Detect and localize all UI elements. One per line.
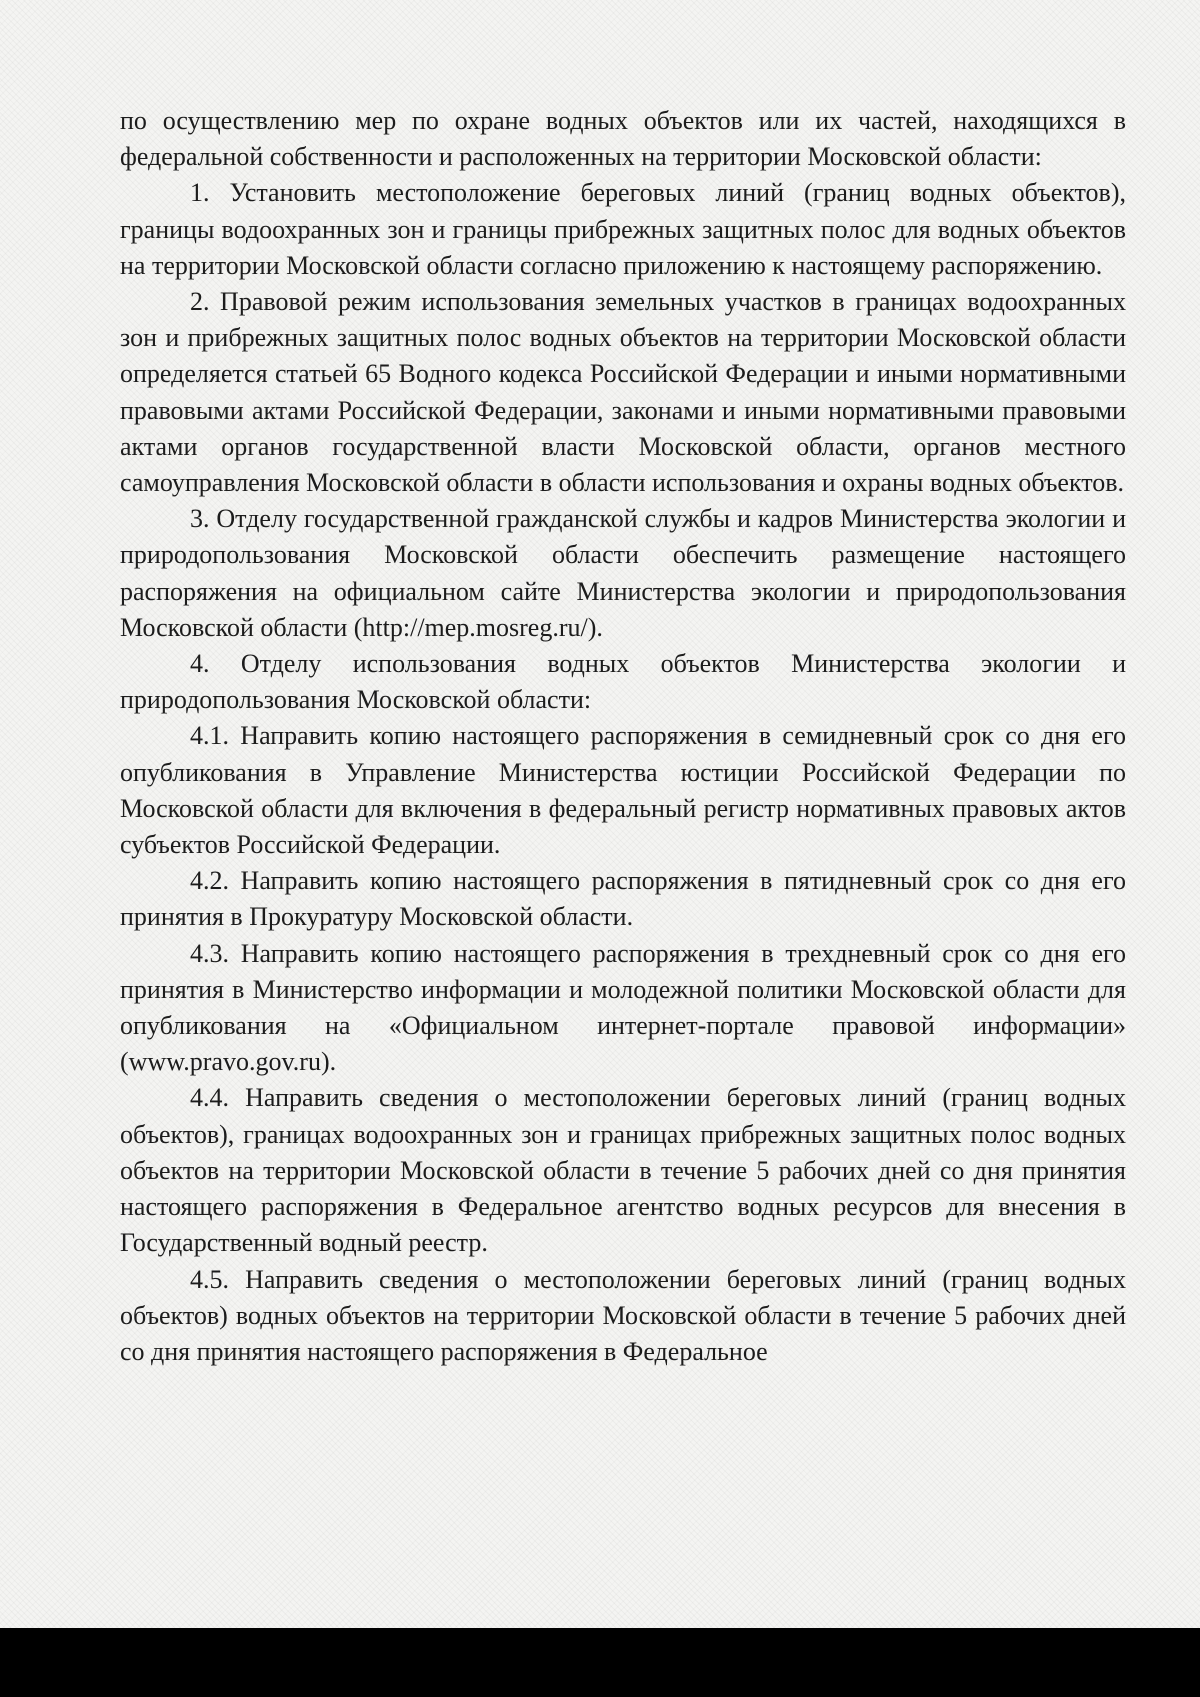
paragraph-item-4-2: 4.2. Направить копию настоящего распоряжения в пятидневный срок со дня его принятия в Прокуратуру Московской области. (120, 866, 1126, 932)
scan-bottom-edge (0, 1628, 1200, 1697)
paragraph-item-4-5: 4.5. Направить сведения о местоположении береговых линий (границ водных объектов) водных объектов на территории Московской области в течение 5 рабочих дней со дня принятия настоящего распоряжения в Федеральное (120, 1264, 1126, 1366)
paragraph-item-3: 3. Отделу государственной гражданской службы и кадров Министерства экологии и природопользования Московской области обеспечить размещение настоящего распоряжения на официальном сайте Министерства экологии и природопользования Московской области (http://mep.mosreg.ru/). (120, 504, 1126, 642)
document-body (120, 103, 1126, 1370)
paragraph-item-4: 4. Отделу использования водных объектов Министерства экологии и природопользования Московской области: (120, 649, 1126, 715)
paragraph-intro-continuation: по осуществлению мер по охране водных объектов или их частей, находящихся в федеральной собственности и расположенных на территории Московской области: (120, 106, 1126, 172)
paragraph-item-2: 2. Правовой режим использования земельных участков в границах водоохранных зон и прибрежных защитных полос водных объектов на территории Московской области определяется статьей 65 Водного кодекса Российской Федерации и иными нормативными правовыми актами Российской Федерации, законами и иными нормативными правовыми актами органов государственной власти Московской области, органов местного самоуправления Московской области в области использования и охраны водных объектов. (120, 287, 1126, 498)
paragraph-item-4-3: 4.3. Направить копию настоящего распоряжения в трехдневный срок со дня его принятия в Министерство информации и молодежной политики Московской области для опубликования на «Официальном интернет-портале правовой информации» (www.pravo.gov.ru). (120, 938, 1126, 1077)
paragraph-item-4-4: 4.4. Направить сведения о местоположении береговых линий (границ водных объектов), границах водоохранных зон и границах прибрежных защитных полос водных объектов на территории Московской области в течение 5 рабочих дней со дня принятия настоящего распоряжения в Федеральное агентство водных ресурсов для внесения в Государственный водный реестр. (120, 1083, 1126, 1258)
paragraph-item-1: 1. Установить местоположение береговых линий (границ водных объектов), границы водоохранных зон и границы прибрежных защитных полос для водных объектов на территории Московской области согласно приложению к настоящему распоряжению. (120, 178, 1126, 280)
paragraph-item-4-1: 4.1. Направить копию настоящего распоряжения в семидневный срок со дня его опубликования в Управление Министерства юстиции Российской Федерации по Московской области для включения в федеральный регистр нормативных правовых актов субъектов Российской Федерации. (120, 721, 1126, 860)
